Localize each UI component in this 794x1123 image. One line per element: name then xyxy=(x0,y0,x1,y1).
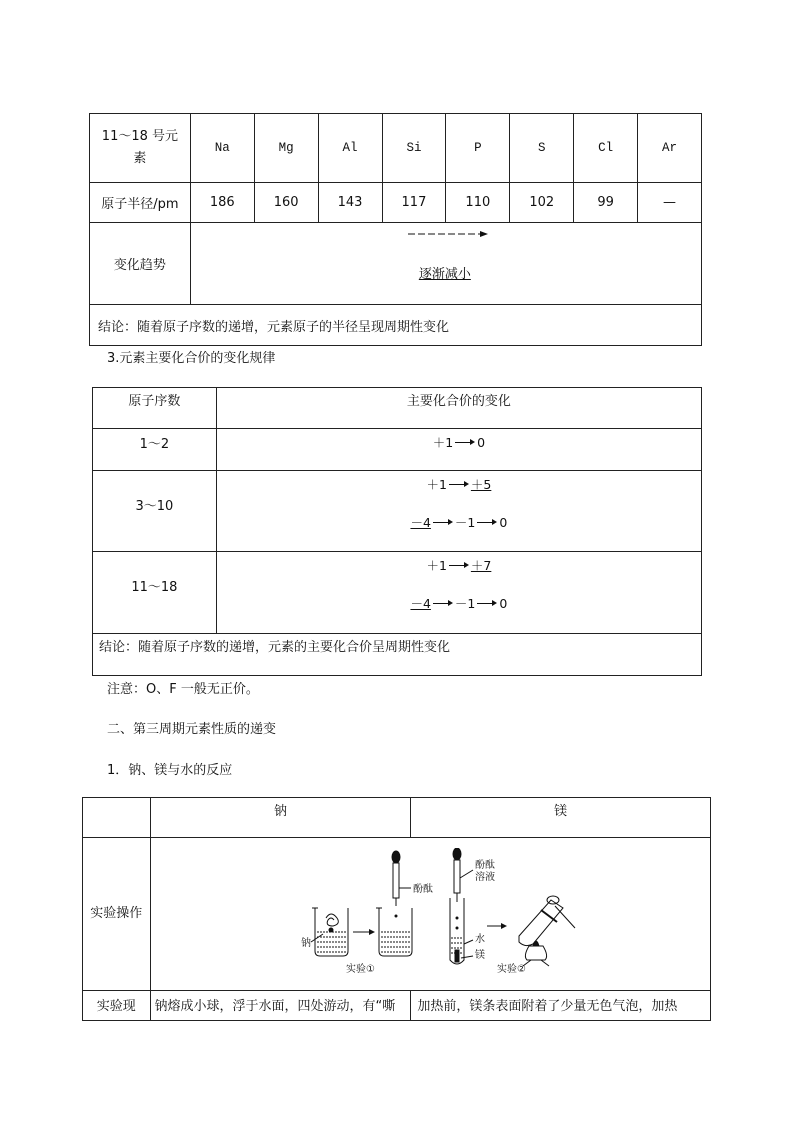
atomic-radius-table xyxy=(89,113,702,346)
beaker-with-dropper xyxy=(376,851,412,956)
arrow-right-icon xyxy=(487,923,507,929)
valence-sequence xyxy=(410,594,507,612)
valence-cell xyxy=(216,429,701,471)
element-header-cell xyxy=(90,114,191,183)
range-label: 1～2 xyxy=(139,437,170,452)
valence-value: ＋1 xyxy=(432,435,454,450)
conclusion-text: 结论：随着原子序数的递增，元素的主要化合价呈周期性变化 xyxy=(99,640,451,655)
trend-label-cell xyxy=(90,223,191,305)
row-label: 实验操作 xyxy=(90,906,143,921)
col-header-atomic-number xyxy=(93,388,217,429)
conclusion-cell xyxy=(90,305,702,346)
label-phenolphthalein-solution-line-1: 酚酞 xyxy=(474,860,495,871)
radius-value: 110 xyxy=(465,195,491,210)
col-header-magnesium xyxy=(411,798,711,838)
element-symbol: S xyxy=(537,141,546,155)
radius-value: 186 xyxy=(209,195,235,210)
conclusion-cell xyxy=(93,634,702,676)
range-cell xyxy=(93,471,217,552)
range-cell xyxy=(93,429,217,471)
arrow-right-icon xyxy=(449,561,469,569)
section-2-title: 二、第三周期元素性质的递变 xyxy=(107,722,277,737)
element-cell xyxy=(638,114,702,183)
trend-cell xyxy=(190,223,701,305)
blank-corner-cell xyxy=(83,798,151,838)
element-cell xyxy=(254,114,318,183)
label-sodium: 钠 xyxy=(300,938,311,949)
radius-value: 117 xyxy=(401,195,427,210)
valence-value: 0 xyxy=(499,595,508,611)
radius-value: 143 xyxy=(337,195,363,210)
valence-min-negative: －4 xyxy=(410,596,431,611)
radius-value: — xyxy=(663,195,677,210)
alcohol-lamp xyxy=(523,941,549,966)
radius-value: 102 xyxy=(529,195,555,210)
valence-value: 0 xyxy=(477,434,486,450)
valence-value: ＋1 xyxy=(426,477,447,492)
magnesium-phenomenon-text: 加热前，镁条表面附着了少量无色气泡，加热 xyxy=(417,999,678,1014)
radius-cell xyxy=(382,183,446,223)
trend-text: 逐渐减小 xyxy=(418,267,471,282)
arrow-right-icon xyxy=(433,599,453,607)
note-text: 注意：O、F 一般无正价。 xyxy=(107,682,259,697)
element-cell xyxy=(382,114,446,183)
element-cell xyxy=(318,114,382,183)
valence-sequence xyxy=(426,475,491,493)
radius-cell xyxy=(574,183,638,223)
valence-max-positive: ＋7 xyxy=(470,558,492,573)
radius-cell xyxy=(254,183,318,223)
conclusion-text: 结论：随着原子序数的递增，元素原子的半径呈现周期性变化 xyxy=(98,319,450,335)
radius-label-cell xyxy=(90,183,191,223)
valence-sequence xyxy=(410,513,507,531)
valence-table xyxy=(92,387,702,676)
subsection-1-title: 1．钠、镁与水的反应 xyxy=(107,763,233,778)
col-header-label: 镁 xyxy=(554,804,568,819)
experiment-apparatus-diagram xyxy=(301,848,721,978)
valence-cell xyxy=(216,471,701,552)
valence-value: ＋1 xyxy=(426,558,447,573)
valence-max-positive: ＋5 xyxy=(470,477,492,492)
caption-experiment-2: 实验② xyxy=(496,964,526,975)
heated-test-tube xyxy=(519,896,575,946)
label-water: 水 xyxy=(474,934,485,945)
row-label: 实验现 xyxy=(96,999,136,1014)
radius-value: 160 xyxy=(273,195,299,210)
section-3-title: 3.元素主要化合价的变化规律 xyxy=(107,351,276,366)
element-cell xyxy=(510,114,574,183)
radius-label: 原子半径/pm xyxy=(101,197,179,212)
element-cell xyxy=(574,114,638,183)
label-phenolphthalein-solution-line-2: 溶液 xyxy=(474,872,495,883)
test-tube-with-dropper xyxy=(450,848,473,964)
valence-value: 0 xyxy=(499,514,508,530)
caption-experiment-1: 实验① xyxy=(345,964,375,975)
row-label-operation xyxy=(83,838,151,991)
sodium-phenomenon-cell xyxy=(150,991,411,1021)
element-symbol: Al xyxy=(342,141,358,155)
element-header-label: 11～18 号元素 xyxy=(101,129,179,166)
valence-sequence xyxy=(426,556,491,574)
valence-cell xyxy=(216,552,701,634)
valence-value: －1 xyxy=(454,515,476,530)
col-header-label: 主要化合价的变化 xyxy=(406,394,511,409)
col-header-label: 原子序数 xyxy=(128,394,181,409)
arrow-right-icon xyxy=(477,599,497,607)
radius-cell xyxy=(510,183,574,223)
label-magnesium: 镁 xyxy=(474,950,485,961)
dashed-arrow-icon xyxy=(408,229,488,239)
element-cell xyxy=(190,114,254,183)
row-label-phenomenon xyxy=(83,991,151,1021)
element-cell xyxy=(446,114,510,183)
sodium-beaker xyxy=(311,908,348,956)
col-header-valence xyxy=(216,388,701,429)
element-symbol: Mg xyxy=(278,141,294,155)
magnesium-phenomenon-cell xyxy=(411,991,711,1021)
arrow-right-icon xyxy=(477,518,497,526)
label-phenolphthalein: 酚酞 xyxy=(412,884,433,895)
arrow-right-icon xyxy=(449,480,469,488)
col-header-sodium xyxy=(150,798,411,838)
radius-cell xyxy=(190,183,254,223)
radius-cell xyxy=(446,183,510,223)
range-label: 11～18 xyxy=(131,580,178,595)
trend-label: 变化趋势 xyxy=(113,258,166,273)
element-symbol: Ar xyxy=(662,141,678,155)
element-symbol: Na xyxy=(214,141,230,155)
element-symbol: P xyxy=(474,141,482,155)
element-symbol: Si xyxy=(406,141,422,155)
radius-cell xyxy=(638,183,702,223)
radius-value: 99 xyxy=(597,195,614,210)
valence-value: －1 xyxy=(454,596,476,611)
experiment-figure-cell xyxy=(150,838,710,991)
valence-sequence xyxy=(433,433,485,451)
sodium-magnesium-table xyxy=(82,797,711,1021)
sodium-phenomenon-text: 钠熔成小球，浮于水面，四处游动，有“嘶 xyxy=(154,999,396,1014)
element-symbol: Cl xyxy=(598,141,614,155)
arrow-right-icon xyxy=(353,929,375,935)
radius-cell xyxy=(318,183,382,223)
col-header-label: 钠 xyxy=(273,804,287,819)
valence-min-negative: －4 xyxy=(410,515,431,530)
range-label: 3～10 xyxy=(135,499,174,514)
arrow-right-icon xyxy=(455,438,475,446)
arrow-right-icon xyxy=(433,518,453,526)
range-cell xyxy=(93,552,217,634)
